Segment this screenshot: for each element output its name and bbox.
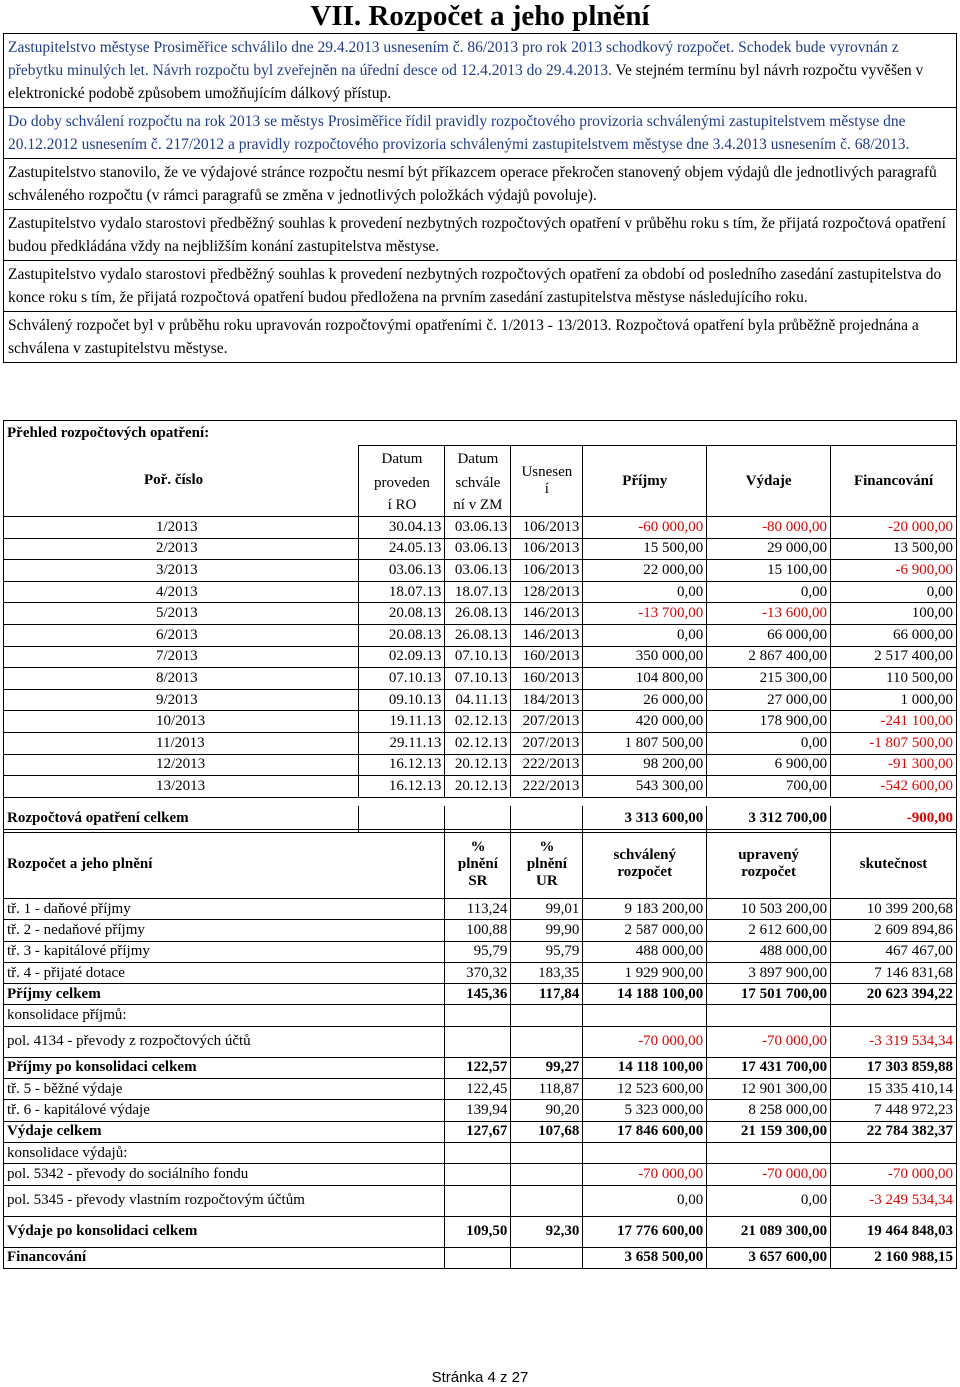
measure-financing: 13 500,00	[831, 538, 957, 560]
measure-expenses: 27 000,00	[707, 689, 831, 711]
fulfilment-row	[4, 1026, 957, 1057]
measure-date-ro: 18.07.13	[359, 581, 445, 603]
fulfilment-pct-sr	[445, 1142, 511, 1163]
measure-income: -60 000,00	[583, 517, 707, 539]
measure-financing: 66 000,00	[831, 624, 957, 646]
fulfilment-adjusted: 8 258 000,00	[707, 1100, 831, 1121]
fulfilment-pct-ur: 90,20	[511, 1100, 583, 1121]
measure-expenses: 2 867 400,00	[707, 646, 831, 668]
header-pct-sr: % plnění SR	[445, 830, 511, 899]
paragraph-consent-year: Zastupitelstvo vydalo starostovi předběžný souhlas k provedení nezbytných rozpočtových opatření v průběhu roku s tím, že přijatá rozpočtová opatření budou předkládána vždy na nejbližším konání zastupitelstva městyse.	[4, 210, 956, 261]
fulfilment-approved: 5 323 000,00	[583, 1100, 707, 1121]
measure-date-zm: 03.06.13	[445, 560, 511, 582]
measure-financing: 0,00	[831, 581, 957, 603]
measure-income: 15 500,00	[583, 538, 707, 560]
fulfilment-label: tř. 5 - běžné výdaje	[4, 1079, 445, 1100]
measure-date-ro: 16.12.13	[359, 754, 445, 776]
fulfilment-adjusted: 0,00	[707, 1185, 831, 1216]
fulfilment-row	[4, 1121, 957, 1142]
fulfilment-row	[4, 962, 957, 983]
fulfilment-pct-sr: 100,88	[445, 920, 511, 941]
fulfilment-label: Výdaje po konsolidaci celkem	[4, 1216, 445, 1247]
fulfilment-row	[4, 1005, 957, 1026]
measure-date-zm: 03.06.13	[445, 538, 511, 560]
measure-expenses: -13 600,00	[707, 603, 831, 625]
fulfilment-pct-ur: 107,68	[511, 1121, 583, 1142]
fulfilment-label: konsolidace příjmů:	[4, 1005, 445, 1026]
measure-resolution: 222/2013	[511, 754, 583, 776]
measure-date-zm: 26.08.13	[445, 624, 511, 646]
budget-fulfilment-table	[3, 829, 957, 1269]
measure-date-ro: 20.08.13	[359, 624, 445, 646]
fulfilment-approved	[583, 1005, 707, 1026]
measure-number: 12/2013	[4, 754, 359, 776]
measure-resolution: 106/2013	[511, 517, 583, 539]
fulfilment-label: tř. 4 - přijaté dotace	[4, 962, 445, 983]
fulfilment-pct-sr: 370,32	[445, 962, 511, 983]
header-resolution: Usnesen í	[511, 446, 583, 517]
measure-number: 9/2013	[4, 689, 359, 711]
paragraph-approval-rest: Ve stejném termínu byl návrh rozpočtu vyvěšen v elektronické podobě způsobem umožňujícím dálkový přístup.	[8, 62, 924, 102]
paragraph-approval	[4, 34, 956, 108]
measure-date-ro: 16.12.13	[359, 776, 445, 798]
measure-row	[4, 624, 957, 646]
measure-financing: -6 900,00	[831, 560, 957, 582]
measure-date-zm: 03.06.13	[445, 517, 511, 539]
fulfilment-row	[4, 1079, 957, 1100]
measure-row	[4, 711, 957, 733]
header-date-ro-3: í RO	[359, 494, 445, 517]
measure-date-ro: 09.10.13	[359, 689, 445, 711]
fulfilment-adjusted: 21 159 300,00	[707, 1121, 831, 1142]
page-footer: Stránka 4 z 27	[431, 1369, 529, 1386]
fulfilment-label: tř. 1 - daňové příjmy	[4, 899, 445, 920]
fulfilment-approved: 2 587 000,00	[583, 920, 707, 941]
fulfilment-row	[4, 920, 957, 941]
page-title: VII. Rozpočet a jeho plnění	[310, 0, 650, 32]
fulfilment-approved: -70 000,00	[583, 1164, 707, 1185]
fulfilment-pct-ur	[511, 1247, 583, 1268]
fulfilment-row	[4, 899, 957, 920]
measure-row	[4, 538, 957, 560]
fulfilment-approved: -70 000,00	[583, 1026, 707, 1057]
measure-income: 350 000,00	[583, 646, 707, 668]
measure-number: 13/2013	[4, 776, 359, 798]
header-adjusted-budget: upravený rozpočet	[707, 830, 831, 899]
fulfilment-label: Příjmy celkem	[4, 984, 445, 1005]
measure-number: 7/2013	[4, 646, 359, 668]
measure-number: 4/2013	[4, 581, 359, 603]
measure-number: 5/2013	[4, 603, 359, 625]
header-order-number: Poř. číslo	[4, 446, 359, 517]
measure-row	[4, 560, 957, 582]
header-expenses: Výdaje	[707, 446, 831, 517]
measure-number: 6/2013	[4, 624, 359, 646]
fulfilment-adjusted	[707, 1142, 831, 1163]
measure-date-zm: 26.08.13	[445, 603, 511, 625]
fulfilment-adjusted: 17 501 700,00	[707, 984, 831, 1005]
fulfilment-pct-sr: 122,57	[445, 1057, 511, 1078]
measure-resolution: 184/2013	[511, 689, 583, 711]
fulfilment-actual: 17 303 859,88	[831, 1057, 957, 1078]
measure-resolution: 160/2013	[511, 646, 583, 668]
fulfilment-actual: 15 335 410,14	[831, 1079, 957, 1100]
measure-date-ro: 30.04.13	[359, 517, 445, 539]
fulfilment-adjusted: 17 431 700,00	[707, 1057, 831, 1078]
measure-expenses: 6 900,00	[707, 754, 831, 776]
measure-row	[4, 668, 957, 690]
measure-date-zm: 20.12.13	[445, 754, 511, 776]
fulfilment-row	[4, 1142, 957, 1163]
fulfilment-label: Příjmy po konsolidaci celkem	[4, 1057, 445, 1078]
fulfilment-actual: -3 319 534,34	[831, 1026, 957, 1057]
fulfilment-label: pol. 4134 - převody z rozpočtových účtů	[4, 1026, 445, 1057]
measure-date-ro: 29.11.13	[359, 732, 445, 754]
fulfilment-row	[4, 1247, 957, 1268]
measure-financing: 2 517 400,00	[831, 646, 957, 668]
fulfilment-actual	[831, 1142, 957, 1163]
measure-date-ro: 20.08.13	[359, 603, 445, 625]
fulfilment-row	[4, 941, 957, 962]
measure-income: 26 000,00	[583, 689, 707, 711]
measure-row	[4, 689, 957, 711]
fulfilment-approved: 17 846 600,00	[583, 1121, 707, 1142]
fulfilment-pct-sr: 113,24	[445, 899, 511, 920]
measure-row	[4, 603, 957, 625]
measure-number: 1/2013	[4, 517, 359, 539]
fulfilment-adjusted: 10 503 200,00	[707, 899, 831, 920]
measures-total-label: Rozpočtová opatření celkem	[4, 806, 359, 833]
measure-financing: 1 000,00	[831, 689, 957, 711]
fulfilment-actual: 20 623 394,22	[831, 984, 957, 1005]
measure-resolution: 106/2013	[511, 538, 583, 560]
fulfilment-actual: -3 249 534,34	[831, 1185, 957, 1216]
measure-resolution: 128/2013	[511, 581, 583, 603]
header-income: Příjmy	[583, 446, 707, 517]
measure-income: 22 000,00	[583, 560, 707, 582]
measure-expenses: 700,00	[707, 776, 831, 798]
fulfilment-adjusted	[707, 1005, 831, 1026]
fulfilment-pct-sr: 127,67	[445, 1121, 511, 1142]
fulfilment-actual: -70 000,00	[831, 1164, 957, 1185]
paragraph-limits: Zastupitelstvo stanovilo, že ve výdajové stránce rozpočtu nesmí být příkazcem operace překročen stanovený objem výdajů dle jednotlivých paragrafů schváleného rozpočtu (v rámci paragrafů se změna v jednotlivých položkách výdajů povoluje).	[4, 159, 956, 210]
measure-financing: -542 600,00	[831, 776, 957, 798]
fulfilment-pct-sr	[445, 1005, 511, 1026]
fulfilment-approved: 1 929 900,00	[583, 962, 707, 983]
measure-resolution: 106/2013	[511, 560, 583, 582]
fulfilment-pct-ur: 99,01	[511, 899, 583, 920]
measure-row	[4, 517, 957, 539]
header-date-zm-1: Datum	[445, 446, 511, 473]
fulfilment-row	[4, 1164, 957, 1185]
measure-resolution: 160/2013	[511, 668, 583, 690]
fulfilment-approved: 488 000,00	[583, 941, 707, 962]
fulfilment-label: pol. 5345 - převody vlastním rozpočtovým účtům	[4, 1185, 445, 1216]
fulfilment-actual	[831, 1005, 957, 1026]
measure-financing: -91 300,00	[831, 754, 957, 776]
budget-measures-caption: Přehled rozpočtových opatření:	[4, 421, 957, 446]
fulfilment-approved: 14 188 100,00	[583, 984, 707, 1005]
measure-resolution: 207/2013	[511, 732, 583, 754]
fulfilment-pct-sr: 122,45	[445, 1079, 511, 1100]
measure-number: 8/2013	[4, 668, 359, 690]
fulfilment-row	[4, 1185, 957, 1216]
fulfilment-label: tř. 3 - kapitálové příjmy	[4, 941, 445, 962]
fulfilment-pct-sr	[445, 1247, 511, 1268]
header-date-ro-1: Datum	[359, 446, 445, 473]
measure-expenses: 215 300,00	[707, 668, 831, 690]
measure-date-zm: 18.07.13	[445, 581, 511, 603]
fulfilment-pct-ur	[511, 1164, 583, 1185]
paragraph-amendments: Schválený rozpočet byl v průběhu roku upravován rozpočtovými opatřeními č. 1/2013 - 13/2013. Rozpočtová opatření byla průběžně projednána a schválena v zastupitelstvu městyse.	[8, 317, 919, 357]
measure-row	[4, 646, 957, 668]
measure-expenses: 0,00	[707, 581, 831, 603]
measure-resolution: 207/2013	[511, 711, 583, 733]
measure-date-ro: 02.09.13	[359, 646, 445, 668]
paragraph-approval-highlight: Zastupitelstvo městyse Prosiměřice schválilo dne 29.4.2013 usnesením č. 86/2013 pro rok 2013 schodkový rozpočet. Schodek bude vyrovnán z přebytku minulých let. Návrh rozpočtu byl zveřejněn na úřední desce od 12.4.2013 do 29.4.2013.	[8, 39, 899, 79]
header-date-ro-2: proveden	[359, 472, 445, 494]
measure-date-ro: 03.06.13	[359, 560, 445, 582]
measure-expenses: -80 000,00	[707, 517, 831, 539]
fulfilment-pct-ur: 117,84	[511, 984, 583, 1005]
fulfilment-pct-ur	[511, 1005, 583, 1026]
measure-row	[4, 732, 957, 754]
measure-date-ro: 07.10.13	[359, 668, 445, 690]
fulfilment-pct-ur: 92,30	[511, 1216, 583, 1247]
measure-date-zm: 07.10.13	[445, 646, 511, 668]
fulfilment-pct-ur: 99,90	[511, 920, 583, 941]
fulfilment-row	[4, 1100, 957, 1121]
fulfilment-adjusted: 3 897 900,00	[707, 962, 831, 983]
measure-date-zm: 04.11.13	[445, 689, 511, 711]
measure-number: 3/2013	[4, 560, 359, 582]
measure-expenses: 15 100,00	[707, 560, 831, 582]
measure-row	[4, 776, 957, 798]
measures-total-income: 3 313 600,00	[583, 806, 707, 833]
fulfilment-actual: 2 609 894,86	[831, 920, 957, 941]
fulfilment-label: Financování	[4, 1247, 445, 1268]
fulfilment-actual: 2 160 988,15	[831, 1247, 957, 1268]
measure-expenses: 29 000,00	[707, 538, 831, 560]
fulfilment-adjusted: 3 657 600,00	[707, 1247, 831, 1268]
measure-row	[4, 581, 957, 603]
measure-date-zm: 02.12.13	[445, 711, 511, 733]
measure-income: 104 800,00	[583, 668, 707, 690]
fulfilment-adjusted: -70 000,00	[707, 1026, 831, 1057]
measure-financing: -241 100,00	[831, 711, 957, 733]
fulfilment-label: pol. 5342 - převody do sociálního fondu	[4, 1164, 445, 1185]
fulfilment-pct-sr: 145,36	[445, 984, 511, 1005]
measure-expenses: 66 000,00	[707, 624, 831, 646]
fulfilment-actual: 10 399 200,68	[831, 899, 957, 920]
header-pct-ur: % plnění UR	[511, 830, 583, 899]
fulfilment-pct-sr	[445, 1164, 511, 1185]
measure-expenses: 0,00	[707, 732, 831, 754]
fulfilment-approved: 12 523 600,00	[583, 1079, 707, 1100]
fulfilment-label: tř. 2 - nedaňové příjmy	[4, 920, 445, 941]
fulfilment-row	[4, 984, 957, 1005]
fulfilment-pct-sr: 139,94	[445, 1100, 511, 1121]
measure-income: 98 200,00	[583, 754, 707, 776]
measure-income: 0,00	[583, 624, 707, 646]
measure-resolution: 222/2013	[511, 776, 583, 798]
header-actual: skutečnost	[831, 830, 957, 899]
fulfilment-label: Výdaje celkem	[4, 1121, 445, 1142]
measure-income: 420 000,00	[583, 711, 707, 733]
fulfilment-actual: 19 464 848,03	[831, 1216, 957, 1247]
header-budget-label: Rozpočet a jeho plnění	[4, 830, 445, 899]
fulfilment-approved: 9 183 200,00	[583, 899, 707, 920]
fulfilment-approved: 0,00	[583, 1185, 707, 1216]
fulfilment-actual: 7 448 972,23	[831, 1100, 957, 1121]
paragraph-provisional-text: Do doby schválení rozpočtu na rok 2013 se městys Prosiměřice řídil pravidly rozpočtového provizoria schválenými zastupitelstvem městyse dne 20.12.2012 usnesením č. 217/2012 a pravidly rozpočtového provizoria schválenými zastupitelstvem městyse dne 3.4.2013 usnesením č. 68/2013.	[8, 113, 910, 153]
fulfilment-approved: 14 118 100,00	[583, 1057, 707, 1078]
measure-financing: 110 500,00	[831, 668, 957, 690]
measure-resolution: 146/2013	[511, 624, 583, 646]
fulfilment-adjusted: 488 000,00	[707, 941, 831, 962]
measure-resolution: 146/2013	[511, 603, 583, 625]
measure-number: 10/2013	[4, 711, 359, 733]
measure-financing: 100,00	[831, 603, 957, 625]
measure-date-ro: 19.11.13	[359, 711, 445, 733]
fulfilment-adjusted: 2 612 600,00	[707, 920, 831, 941]
fulfilment-pct-ur: 118,87	[511, 1079, 583, 1100]
header-approved-budget: schválený rozpočet	[583, 830, 707, 899]
measure-date-zm: 02.12.13	[445, 732, 511, 754]
fulfilment-approved	[583, 1142, 707, 1163]
measure-number: 11/2013	[4, 732, 359, 754]
budget-measures-table	[3, 420, 957, 833]
fulfilment-pct-sr: 95,79	[445, 941, 511, 962]
intro-text-block	[3, 33, 957, 363]
measure-financing: -20 000,00	[831, 517, 957, 539]
fulfilment-label: konsolidace výdajů:	[4, 1142, 445, 1163]
fulfilment-pct-ur	[511, 1185, 583, 1216]
header-date-zm-2: schvále	[445, 472, 511, 494]
paragraph-provisional	[4, 108, 956, 159]
measure-income: 0,00	[583, 581, 707, 603]
fulfilment-pct-ur: 99,27	[511, 1057, 583, 1078]
measure-number: 2/2013	[4, 538, 359, 560]
fulfilment-actual: 467 467,00	[831, 941, 957, 962]
paragraph-consent-end: Zastupitelstvo vydalo starostovi předběžný souhlas k provedení nezbytných rozpočtových opatření za období od posledního zasedání zastupitelstva do konce roku s tím, že přijatá rozpočtová opatření budou předložena na prvním zasedání zastupitelstva městyse následujícího roku.	[4, 261, 956, 312]
measure-row	[4, 754, 957, 776]
fulfilment-adjusted: -70 000,00	[707, 1164, 831, 1185]
measure-date-zm: 20.12.13	[445, 776, 511, 798]
fulfilment-pct-ur	[511, 1026, 583, 1057]
measure-financing: -1 807 500,00	[831, 732, 957, 754]
fulfilment-adjusted: 12 901 300,00	[707, 1079, 831, 1100]
fulfilment-pct-sr	[445, 1185, 511, 1216]
measure-income: -13 700,00	[583, 603, 707, 625]
fulfilment-pct-ur: 95,79	[511, 941, 583, 962]
measure-date-ro: 24.05.13	[359, 538, 445, 560]
fulfilment-pct-sr: 109,50	[445, 1216, 511, 1247]
header-date-zm-3: ní v ZM	[445, 494, 511, 517]
fulfilment-actual: 7 146 831,68	[831, 962, 957, 983]
fulfilment-label: tř. 6 - kapitálové výdaje	[4, 1100, 445, 1121]
measure-expenses: 178 900,00	[707, 711, 831, 733]
measure-date-zm: 07.10.13	[445, 668, 511, 690]
measures-total-expenses: 3 312 700,00	[707, 806, 831, 833]
measures-total-financing: -900,00	[831, 806, 957, 833]
fulfilment-pct-ur: 183,35	[511, 962, 583, 983]
fulfilment-row	[4, 1216, 957, 1247]
measure-income: 543 300,00	[583, 776, 707, 798]
measure-income: 1 807 500,00	[583, 732, 707, 754]
header-financing: Financování	[831, 446, 957, 517]
fulfilment-adjusted: 21 089 300,00	[707, 1216, 831, 1247]
fulfilment-row	[4, 1057, 957, 1078]
fulfilment-pct-ur	[511, 1142, 583, 1163]
fulfilment-approved: 17 776 600,00	[583, 1216, 707, 1247]
fulfilment-approved: 3 658 500,00	[583, 1247, 707, 1268]
fulfilment-actual: 22 784 382,37	[831, 1121, 957, 1142]
fulfilment-pct-sr	[445, 1026, 511, 1057]
